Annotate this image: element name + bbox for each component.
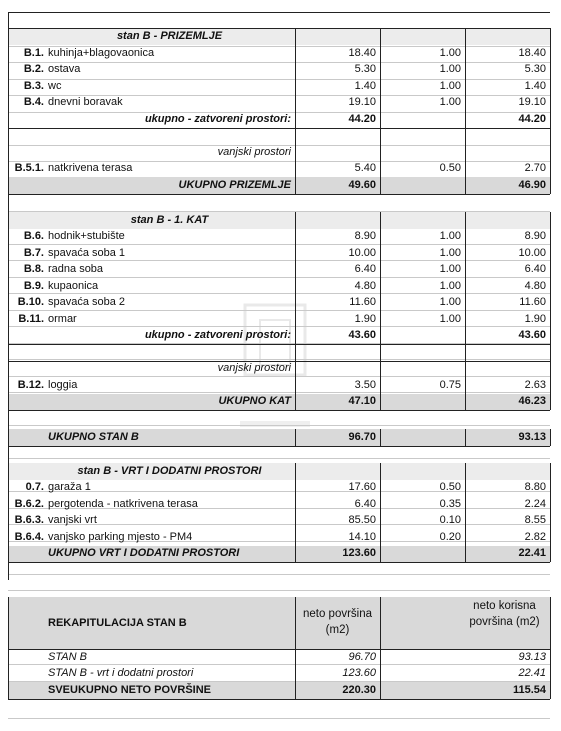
section1-row-2-net: 5.30 xyxy=(524,63,546,76)
section2-row-1-area: 8.90 xyxy=(354,230,376,243)
recap-col-net-header: neto korisna površina (m2) xyxy=(469,600,540,628)
section1-border xyxy=(295,28,296,194)
section2-row-2-code: B.7. xyxy=(23,246,44,259)
section3-row-1-coef: 0.50 xyxy=(439,481,461,494)
section2-subtotal-net: 43.60 xyxy=(518,329,546,342)
section1-subtotal-area: 44.20 xyxy=(348,112,376,125)
section2-row-5-code: B.10. xyxy=(17,296,44,309)
section3-total-label: UKUPNO VRT I DODATNI PROSTORI xyxy=(48,547,240,560)
section2-row-1-name: hodnik+stubište xyxy=(48,230,125,243)
section1-row-2-code: B.2. xyxy=(23,63,44,76)
grid-line xyxy=(8,574,550,575)
grid-line xyxy=(8,718,550,719)
recap-border xyxy=(550,597,551,699)
recap-row-1-label: STAN B xyxy=(48,650,87,663)
section1-row-3-code: B.3. xyxy=(23,79,44,92)
recap-row-2-net: 22.41 xyxy=(518,667,546,680)
recap-col-area-header: neto površina (m2) xyxy=(302,608,373,636)
section1-subtotal-net: 44.20 xyxy=(518,112,546,125)
section3-total-bottom xyxy=(8,562,550,563)
recap-border xyxy=(380,597,381,699)
section1-subtotal-label: ukupno - zatvoreni prostori: xyxy=(144,112,291,125)
section2-row-3-area: 6.40 xyxy=(354,263,376,276)
section3-row-2-net: 2.24 xyxy=(524,497,546,510)
section3-row-2-name: pergotenda - natkrivena terasa xyxy=(48,497,198,510)
section2-row-4-area: 4.80 xyxy=(354,279,376,292)
stan-total-net: 93.13 xyxy=(518,430,546,443)
section2-row-2-coef: 1.00 xyxy=(439,246,461,259)
section3-row-2-coef: 0.35 xyxy=(439,497,461,510)
section3-row-2-code: B.6.2. xyxy=(14,497,44,510)
section2-border xyxy=(550,212,551,410)
section1-outdoor-row-1-net: 2.70 xyxy=(524,162,546,175)
grid-line xyxy=(8,590,550,591)
section2-row-5-name: spavaća soba 2 xyxy=(48,296,126,309)
section1-outdoor-row-1-name: natkrivena terasa xyxy=(48,162,133,175)
section2-row-6-name: ormar xyxy=(48,312,77,325)
section1-row-4-coef: 1.00 xyxy=(439,96,461,109)
recap-grand-total-net: 115.54 xyxy=(512,683,546,696)
section3-row-1-net: 8.80 xyxy=(524,481,546,494)
section2-border xyxy=(380,212,381,410)
section2-row-1-code: B.6. xyxy=(23,230,44,243)
section2-outdoor-row-1-code: B.12. xyxy=(17,378,44,391)
section2-row-3-code: B.8. xyxy=(23,263,44,276)
section3-row-2-area: 6.40 xyxy=(354,497,376,510)
section2-row-6-net: 1.90 xyxy=(524,312,546,325)
grid-line xyxy=(8,458,550,459)
section2-row-6-coef: 1.00 xyxy=(439,312,461,325)
section1-row-2-coef: 1.00 xyxy=(439,63,461,76)
section2-row-4-code: B.9. xyxy=(23,279,44,292)
section2-row-2-net: 10.00 xyxy=(518,246,546,259)
stan-total-border xyxy=(295,429,296,446)
grid-line xyxy=(8,425,550,426)
section2-row-6-area: 1.90 xyxy=(354,312,376,325)
section3-row-4-coef: 0.20 xyxy=(439,530,461,543)
section3-border xyxy=(380,463,381,562)
section2-outdoor-row-1-area: 3.50 xyxy=(354,378,376,391)
section3-title: stan B - VRT I DODATNI PROSTORI xyxy=(77,465,262,478)
section3-row-1-area: 17.60 xyxy=(348,481,376,494)
section2-row-4-name: kupaonica xyxy=(48,279,99,292)
section3-row-4-name: vanjsko parking mjesto - PM4 xyxy=(48,530,193,543)
section2-row-3-coef: 1.00 xyxy=(439,263,461,276)
section2-outdoor-label: vanjski prostori xyxy=(217,362,291,375)
section1-outdoor-row-1-coef: 0.50 xyxy=(439,162,461,175)
section1-row-3-name: wc xyxy=(48,79,62,92)
recap-border xyxy=(295,597,296,699)
section2-total-bottom xyxy=(8,410,550,411)
section1-total-net: 46.90 xyxy=(518,178,546,191)
stan-total-bottom xyxy=(8,446,550,447)
section1-row-4-net: 19.10 xyxy=(518,96,546,109)
sheet-left-border xyxy=(8,12,9,580)
section3-row-3-net: 8.55 xyxy=(524,514,546,527)
recap-row-1-area: 96.70 xyxy=(348,650,376,663)
section2-total-area: 47.10 xyxy=(348,395,376,408)
recap-grand-total-area: 220.30 xyxy=(342,683,376,696)
section1-outdoor-row-1-code: B.5.1. xyxy=(14,162,44,175)
section2-row-4-net: 4.80 xyxy=(524,279,546,292)
section1-row-3-area: 1.40 xyxy=(354,79,376,92)
section1-row-3-net: 1.40 xyxy=(524,79,546,92)
recap-row-1-net: 93.13 xyxy=(518,650,546,663)
stan-total-area: 96.70 xyxy=(348,430,376,443)
section1-row-4-code: B.4. xyxy=(23,96,44,109)
recap-title: REKAPITULACIJA STAN B xyxy=(48,616,187,629)
stan-total-label: UKUPNO STAN B xyxy=(48,430,139,443)
section2-row-4-coef: 1.00 xyxy=(439,279,461,292)
recap-border xyxy=(8,597,9,699)
recap-row-2-label: STAN B - vrt i dodatni prostori xyxy=(48,667,194,680)
section3-total-area: 123.60 xyxy=(342,547,376,560)
section3-row-4-net: 2.82 xyxy=(524,530,546,543)
section2-subtotal-label: ukupno - zatvoreni prostori: xyxy=(144,329,291,342)
section2-total-net: 46.23 xyxy=(518,395,546,408)
section2-row-2-name: spavaća soba 1 xyxy=(48,246,126,259)
recap-bottom xyxy=(8,699,550,700)
section1-border xyxy=(380,28,381,194)
section3-row-4-code: B.6.4. xyxy=(14,530,44,543)
section2-title: stan B - 1. KAT xyxy=(130,214,209,227)
section3-border xyxy=(550,463,551,562)
section3-row-3-name: vanjski vrt xyxy=(48,514,97,527)
section2-row-1-net: 8.90 xyxy=(524,230,546,243)
section1-total-bottom xyxy=(8,194,550,195)
section2-row-5-net: 11.60 xyxy=(519,296,546,309)
section2-total-label: UKUPNO KAT xyxy=(218,395,291,408)
section1-row-1-net: 18.40 xyxy=(518,46,546,59)
section1-border xyxy=(465,28,466,194)
section1-total-area: 49.60 xyxy=(348,178,376,191)
section2-row-1-coef: 1.00 xyxy=(439,230,461,243)
section1-row-1-code: B.1. xyxy=(23,46,44,59)
section2-row-3-net: 6.40 xyxy=(524,263,546,276)
section1-outdoor-label: vanjski prostori xyxy=(217,145,291,158)
section2-row-6-code: B.11. xyxy=(18,312,44,325)
section3-row-1-code: 0.7. xyxy=(25,481,44,494)
section2-row-5-area: 11.60 xyxy=(349,296,376,309)
section1-total-label: UKUPNO PRIZEMLJE xyxy=(178,178,291,191)
section1-row-1-name: kuhinja+blagovaonica xyxy=(48,46,155,59)
section1-border xyxy=(550,28,551,194)
section2-outdoor-row-1-name: loggia xyxy=(48,378,78,391)
section2-row-3-name: radna soba xyxy=(48,263,104,276)
section1-row-1-coef: 1.00 xyxy=(439,46,461,59)
section1-row-3-coef: 1.00 xyxy=(439,79,461,92)
section1-outdoor-row-1-area: 5.40 xyxy=(354,162,376,175)
section2-border xyxy=(465,212,466,410)
section1-title: stan B - PRIZEMLJE xyxy=(116,30,223,43)
top-border xyxy=(8,12,550,13)
section2-outdoor-row-1-coef: 0.75 xyxy=(439,378,461,391)
section2-subtotal-area: 43.60 xyxy=(348,329,376,342)
section1-row-4-name: dnevni boravak xyxy=(48,96,123,109)
section3-row-3-coef: 0.10 xyxy=(439,514,461,527)
section1-row-4-area: 19.10 xyxy=(348,96,376,109)
section2-row-2-area: 10.00 xyxy=(348,246,376,259)
section2-border xyxy=(295,212,296,410)
section3-row-3-code: B.6.3. xyxy=(14,514,44,527)
section3-row-3-area: 85.50 xyxy=(348,514,376,527)
section1-row-2-area: 5.30 xyxy=(354,63,376,76)
section2-outdoor-row-1-net: 2.63 xyxy=(524,378,546,391)
recap-row-2-area: 123.60 xyxy=(342,667,376,680)
section1-row-2-name: ostava xyxy=(48,63,81,76)
stan-total-border xyxy=(380,429,381,446)
section1-row-1-area: 18.40 xyxy=(348,46,376,59)
section1-top xyxy=(8,28,550,29)
stan-total-border xyxy=(465,429,466,446)
section1-subtotal-bottom xyxy=(8,128,550,129)
section2-row-5-coef: 1.00 xyxy=(439,296,461,309)
section2-subtotal-bottom xyxy=(8,344,550,345)
section3-total-net: 22.41 xyxy=(518,547,546,560)
stan-total-border xyxy=(550,429,551,446)
recap-grand-total-label: SVEUKUPNO NETO POVRŠINE xyxy=(48,683,211,696)
section3-row-4-area: 14.10 xyxy=(348,530,376,543)
section3-border xyxy=(295,463,296,562)
section3-border xyxy=(465,463,466,562)
section3-row-1-name: garaža 1 xyxy=(48,481,91,494)
